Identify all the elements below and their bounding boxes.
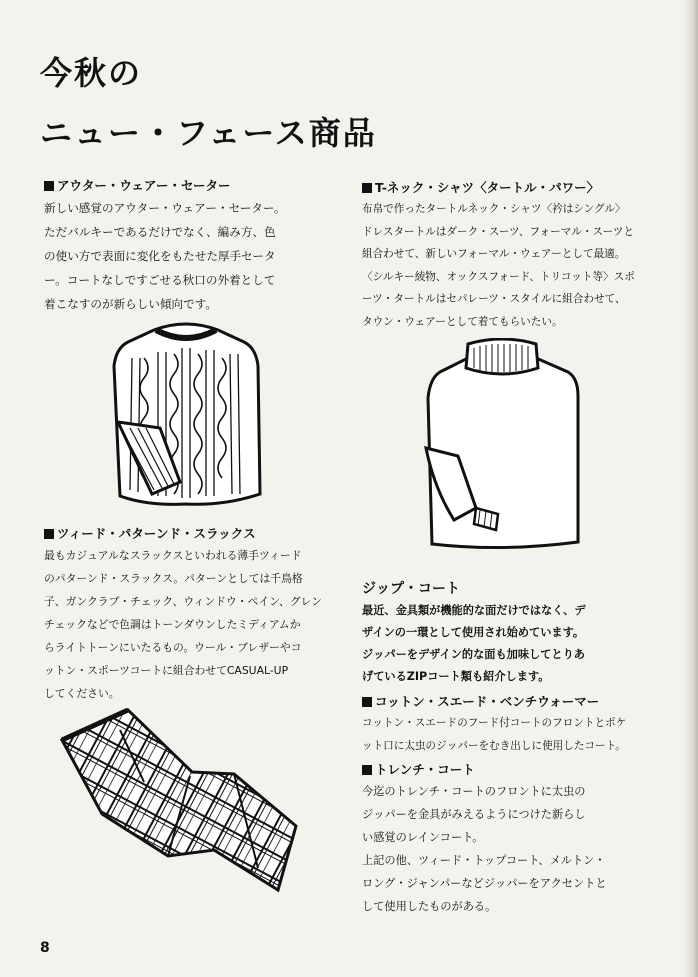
trench-coat-text — [362, 780, 682, 918]
text-line: タウン・ウェアーとして着てもらいたい。 — [362, 315, 563, 328]
text-line: コットン・スエードのフード付コートのフロントとポケ — [362, 717, 627, 729]
text-line: のパターンド・スラックス。パターンとしては千鳥格 — [44, 572, 303, 585]
text-line: 上記の他、ツィード・トップコート、メルトン・ — [362, 854, 606, 867]
zip-coat-section — [362, 578, 682, 688]
text-line: 最近、金具類が機能的な面だけではなく、デ — [362, 604, 586, 617]
zip-coat-text — [362, 600, 682, 688]
text-line: 子、ガンクラブ・チェック、ウィンドウ・ペイン、グレン — [44, 595, 322, 608]
text-line: ドレスタートルはダーク・スーツ、フォーマル・スーツと — [362, 225, 634, 238]
text-line: 布帛で作ったタートルネック・シャツ〈衿はシングル〉 — [362, 203, 626, 215]
tneck-heading: T-ネック・シャツ〈タートル・パワー〉 — [362, 178, 682, 198]
bullet-square-icon — [44, 529, 54, 539]
slacks-section — [44, 524, 344, 705]
page-title-line1: 今秋の — [40, 54, 143, 92]
text-line: 新しい感覚のアウター・ウェアー・セーター。 — [44, 201, 286, 215]
text-line: 組合わせて、新しいフォーマル・ウェアーとして最適。 — [362, 248, 626, 260]
zip-coat-heading: ジップ・コート — [362, 581, 460, 597]
cotton-suede-section — [362, 692, 682, 758]
slacks-text — [44, 544, 344, 705]
sweater-section — [44, 176, 344, 316]
text-line: げているZIPコート類も紹介します。 — [362, 670, 550, 683]
cable-knit-sweater-illustration — [104, 318, 268, 510]
text-line: の使い方で表面に変化をもたせた厚手セータ — [44, 249, 276, 263]
text-line: チェックなどで色調はトーンダウンしたミディアムか — [44, 618, 301, 631]
text-line: して使用したものがある。 — [362, 900, 497, 913]
text-line: い感覚のレインコート。 — [362, 831, 484, 844]
page-title-line2: ニュー・フェース商品 — [40, 114, 377, 152]
text-line: ーツ・タートルはセパレーツ・スタイルに組合わせて、 — [362, 293, 626, 305]
bullet-square-icon — [44, 181, 54, 191]
text-line: 今迄のトレンチ・コートのフロントに太虫の — [362, 785, 586, 798]
text-line: ジッパーをデザイン的な面も加味してとりあ — [362, 648, 585, 661]
text-line: ロング・ジャンパーなどジッパーをアクセントと — [362, 877, 607, 890]
trench-coat-section — [362, 760, 682, 918]
plaid-slacks-illustration — [58, 708, 302, 896]
text-line: してください。 — [44, 687, 120, 700]
text-line: ジッパーを金具がみえるようにつけた新らし — [362, 808, 586, 821]
text-line: ット口に太虫のジッパーをむき出しに使用したコート。 — [362, 740, 626, 752]
turtleneck-shirt-illustration — [418, 338, 584, 554]
bullet-square-icon — [362, 697, 372, 707]
bullet-square-icon — [362, 765, 372, 775]
page-number: 8 — [40, 940, 50, 956]
cotton-suede-heading: コットン・スエード・ベンチウォーマー — [362, 692, 682, 712]
text-line: ザインの一環として使用され始めています。 — [362, 626, 585, 639]
tneck-text — [362, 198, 682, 333]
sweater-heading: アウター・ウェアー・セーター — [44, 176, 344, 196]
text-line: 〈シルキー綾物、オックスフォード、トリコット等〉スポ — [362, 270, 635, 283]
text-line: ただバルキーであるだけでなく、編み方、色 — [44, 225, 276, 239]
text-line: 着こなすのが新らしい傾向です。 — [44, 297, 217, 311]
bullet-square-icon — [362, 183, 372, 193]
text-line: らライトトーンにいたるもの。ウール・ブレザーやコ — [44, 641, 302, 654]
trench-coat-heading: トレンチ・コート — [362, 760, 682, 780]
cotton-suede-text — [362, 712, 682, 758]
text-line: ットン・スポーツコートに組合わせてCASUAL-UP — [44, 664, 289, 677]
page-spine-shadow — [684, 0, 698, 977]
text-line: ー。コートなしですごせる秋口の外着として — [44, 273, 276, 287]
sweater-text — [44, 196, 344, 316]
slacks-heading: ツィード・パターンド・スラックス — [44, 524, 344, 544]
text-line: 最もカジュアルなスラックスといわれる薄手ツィード — [44, 549, 302, 562]
tneck-section — [362, 178, 682, 333]
